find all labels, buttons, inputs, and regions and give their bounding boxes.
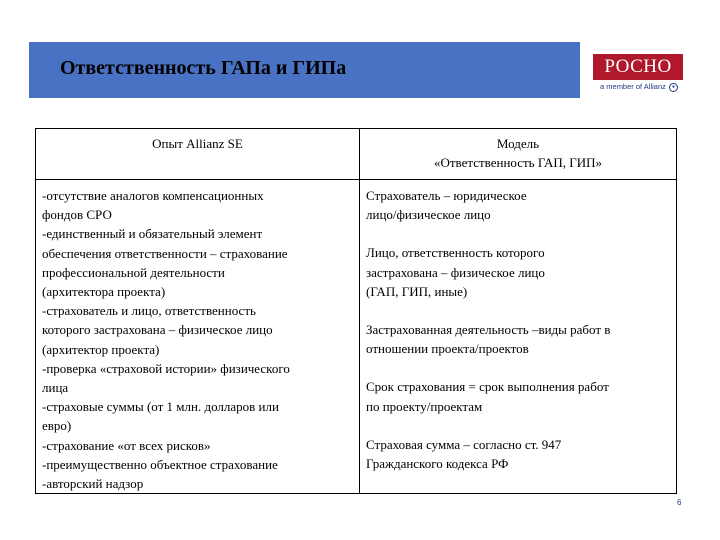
experience-line: лица bbox=[42, 380, 69, 396]
experience-line: -страховые суммы (от 1 млн. долларов или bbox=[42, 399, 279, 415]
model-paragraphs bbox=[366, 186, 670, 473]
model-line: Срок страхования = срок выполнения работ bbox=[366, 379, 609, 395]
slide-title: Ответственность ГАПа и ГИПа bbox=[60, 57, 347, 79]
model-line: Гражданского кодекса РФ bbox=[366, 456, 509, 472]
experience-line: фондов СРО bbox=[42, 207, 112, 223]
experience-line: -отсутствие аналогов компенсационных bbox=[42, 188, 264, 203]
model-line: лицо/физическое лицо bbox=[366, 207, 491, 223]
model-line: Страхователь – юридическое bbox=[366, 188, 527, 203]
logo-subtitle-text: a member of Allianz bbox=[600, 82, 666, 91]
model-cell bbox=[360, 180, 677, 494]
allianz-experience-cell bbox=[36, 180, 360, 494]
experience-line: (архитектор проекта) bbox=[42, 341, 160, 357]
header-allianz-experience bbox=[36, 129, 360, 180]
experience-line: профессиональной деятельности bbox=[42, 264, 225, 280]
table-header-row bbox=[36, 129, 677, 180]
model-line: Лицо, ответственность которого bbox=[366, 245, 545, 261]
model-line: Застрахованная деятельность –виды работ в bbox=[366, 322, 611, 338]
model-paragraph bbox=[366, 186, 670, 224]
experience-line: которого застрахована – физическое лицо bbox=[42, 322, 273, 338]
model-paragraph bbox=[366, 435, 670, 473]
model-paragraph bbox=[366, 320, 670, 358]
model-line: Страховая сумма – согласно ст. 947 bbox=[366, 436, 562, 452]
model-paragraph bbox=[366, 377, 670, 415]
model-line: по проекту/проектам bbox=[366, 398, 483, 414]
experience-line: -преимущественно объектное страхование bbox=[42, 456, 278, 472]
rosno-logo: РОСНО bbox=[593, 54, 683, 80]
header-right-line1: Модель bbox=[496, 136, 540, 151]
model-paragraph bbox=[366, 243, 670, 301]
model-line: (ГАП, ГИП, иные) bbox=[366, 283, 468, 299]
allianz-eagle-icon: ● bbox=[669, 83, 678, 92]
header-model bbox=[360, 129, 677, 180]
model-line: застрахована – физическое лицо bbox=[366, 264, 545, 280]
experience-line: (архитектора проекта) bbox=[42, 284, 166, 300]
experience-line: -проверка «страховой истории» физического bbox=[42, 360, 290, 376]
experience-line: -авторский надзор bbox=[42, 476, 144, 492]
page-number: 6 bbox=[677, 498, 682, 507]
title-bar bbox=[29, 42, 580, 98]
experience-line: евро) bbox=[42, 418, 72, 434]
experience-line: -единственный и обязательный элемент bbox=[42, 226, 263, 242]
header-right-line2: «Ответственность ГАП, ГИП» bbox=[433, 155, 603, 171]
model-line: отношении проекта/проектов bbox=[366, 341, 529, 357]
experience-line: обеспечения ответственности – страхование bbox=[42, 245, 288, 261]
responsibility-table bbox=[35, 128, 677, 494]
logo-subtitle bbox=[589, 82, 689, 92]
allianz-experience-list bbox=[42, 186, 355, 493]
header-left-text: Опыт Allianz SE bbox=[152, 136, 243, 151]
table-body-row bbox=[36, 180, 677, 494]
experience-line: -страхователь и лицо, ответственность bbox=[42, 303, 256, 319]
experience-line: -страхование «от всех рисков» bbox=[42, 437, 211, 453]
